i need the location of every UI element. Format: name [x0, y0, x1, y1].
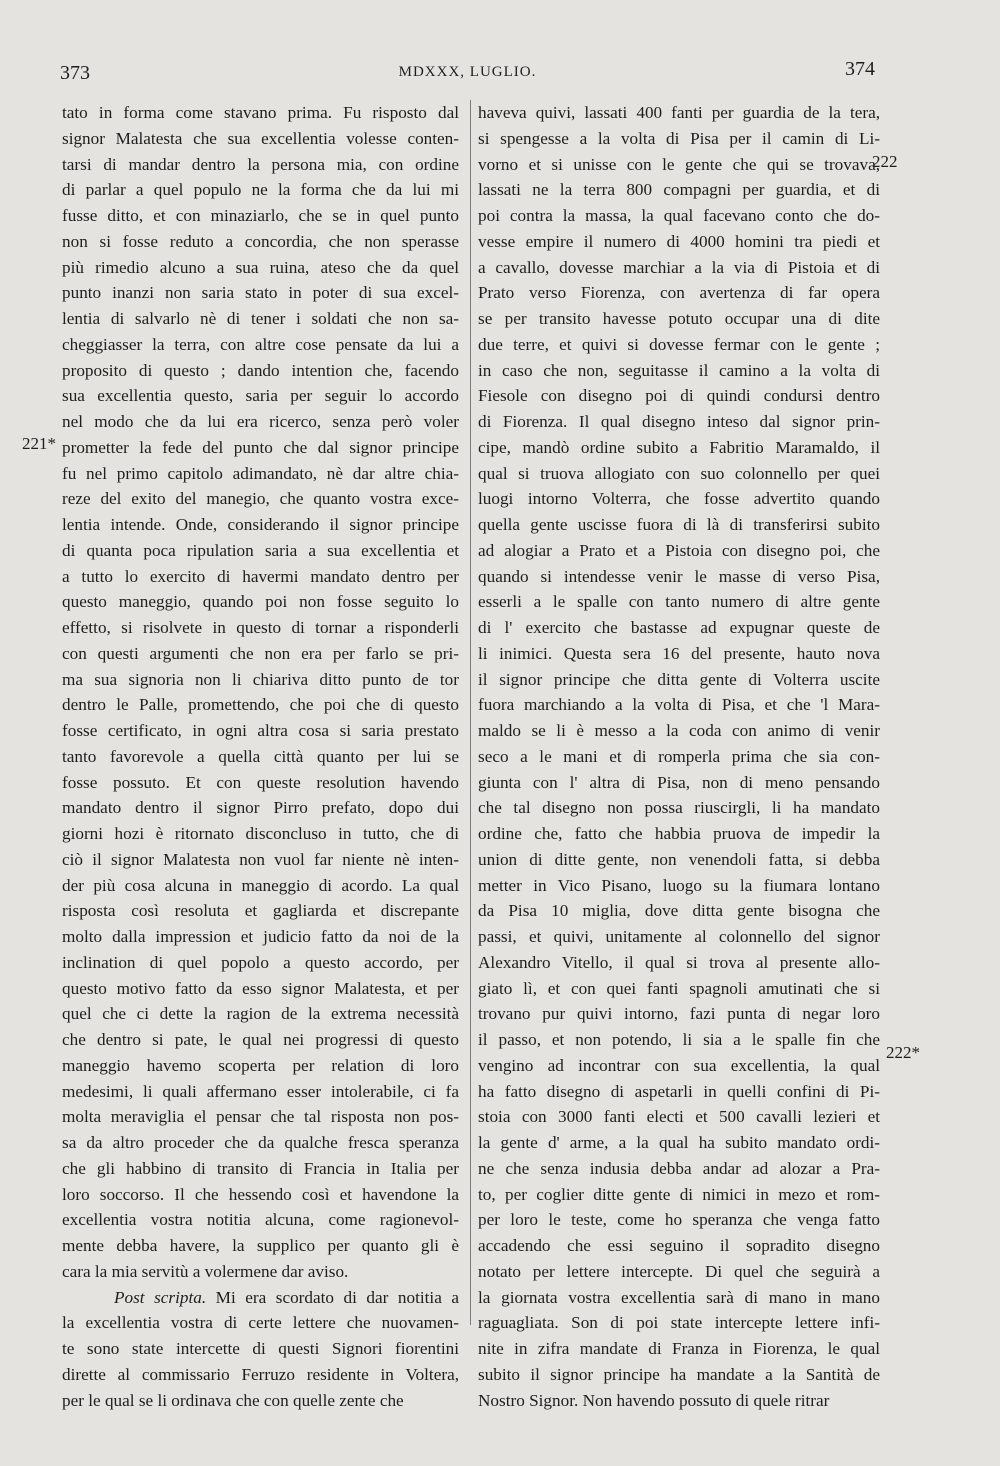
- text-line: reze del exito del manegio, che quanto vostra exce-: [62, 489, 459, 509]
- text-line: che dentro si pate, le qual nei progressi di questo: [62, 1030, 459, 1049]
- text-line: Prato verso Fiorenza, con avertenza di far opera: [478, 283, 880, 303]
- text-line: luogi intorno Volterra, che fosse advertito quando: [478, 489, 880, 509]
- running-title: MDXXX, LUGLIO.: [398, 64, 537, 80]
- text-line: due terre, et quivi si dovesse fermar con le gente ;: [478, 334, 880, 354]
- text-line: da Pisa 10 miglia, dove ditta gente bisogna che: [478, 901, 880, 921]
- text-line: der più cosa alcuna in maneggio di acordo. La qual: [62, 875, 459, 895]
- text-line: medesimi, li quali affermano esser intolerabile, ci fa: [62, 1081, 459, 1101]
- text-line: la gente d' arme, a la qual ha subito mandato ordi-: [478, 1133, 880, 1152]
- text-line: effetto, si risolvete in questo di tornar a risponderli: [62, 618, 459, 637]
- text-line: ordine che, fatto che habbia pruova de impedir la: [478, 824, 880, 843]
- text-line: Fiesole con disegno poi di quindi condursi dentro: [478, 386, 880, 406]
- text-line: proposito di questo ; dando intention che, facendo: [62, 360, 459, 380]
- text-line: giato lì, et con quei fanti spagnoli amutinati che si: [478, 978, 880, 998]
- text-line: che gli habbino di transito di Francia in Italia per: [62, 1158, 459, 1178]
- text-line: tanto favorevole a quella città quanto per lui se: [62, 746, 459, 766]
- text-line: union di ditte gente, non venendoli fatta, si debba: [478, 849, 880, 869]
- margin-note-222: 222: [872, 152, 898, 171]
- text-line: lentia di salvarlo nè di tener i soldati che non sa-: [62, 309, 459, 328]
- text-line: a cavallo, dovesse marchiar a la via di Pistoia et di: [478, 257, 880, 277]
- text-line: accadendo che essi seguino il sopradito disegno: [478, 1236, 880, 1255]
- text-line: metter in Vico Pisano, luogo su la fiumara lontano: [478, 875, 880, 895]
- text-line: Alexandro Vitello, il qual si trova al presente allo-: [478, 952, 880, 972]
- text-line: Nostro Signor. Non havendo possuto di quele ritrar: [478, 1390, 830, 1410]
- text-line: fusse ditto, et con minaziarlo, che se in quel punto: [62, 206, 459, 225]
- text-line: lentia intende. Onde, considerando il signor principe: [62, 515, 459, 534]
- text-line: vesse empire il numero di 4000 homini tra piedi et: [478, 231, 880, 251]
- page-number-right: 374: [845, 58, 875, 80]
- text-line: nite in zifra mandate di Franza in Fiorenza, le qual: [478, 1339, 880, 1358]
- text-line: ha fatto disegno di aspetarli in quelli confini di Pi-: [478, 1081, 880, 1101]
- text-line: punto inanzi non saria stato in poter di sua excel-: [62, 283, 459, 303]
- text-line: li inimici. Questa sera 16 del presente, hauto nova: [478, 643, 880, 663]
- text-line: to, per coglier ditte gente di nimici in mezo et rom-: [478, 1184, 880, 1204]
- text-line: la excellentia vostra di certe lettere che nuovamen-: [62, 1313, 459, 1333]
- text-line: te sono state intercette di questi Signori fiorentini: [62, 1339, 459, 1358]
- text-line: signor Malatesta che sua excellentia volesse conten-: [62, 128, 459, 148]
- text-line: fosse certificato, in ogni altra cosa si saria prestato: [62, 721, 459, 740]
- text-line: esserli a le spalle con tanto numero di altre gente: [478, 592, 880, 612]
- text-line: tato in forma come stavano prima. Fu risposto dal: [62, 103, 459, 122]
- text-line: quella gente uscisse fuora di là di transferirsi subito: [478, 515, 880, 534]
- text-line: giorni hozi è ritornato disconcluso in tutto, che di: [62, 824, 459, 843]
- text-line: ad alogiar a Prato et a Pistoia con disegno poi, che: [478, 540, 880, 560]
- text-line: mandato dentro il signor Pirro prefato, dopo dui: [62, 798, 459, 818]
- text-line: stoia con 3000 fanti electi et 500 cavalli lezieri et: [478, 1107, 880, 1127]
- text-line: maldo se li è messo a la coda con animo di venir: [478, 721, 880, 740]
- text-line: mente debba havere, la supplico per quanto gli è: [62, 1236, 459, 1255]
- text-line: dentro le Palle, promettendo, che poi che di questo: [62, 695, 459, 715]
- text-line: di quanta poca ripulation saria a sua excellentia et: [62, 540, 459, 560]
- text-line: questo motivo fatto da esso signor Malatesta, et per: [62, 978, 459, 998]
- text-line: notato per lettere intercepte. Di quel che seguirà a: [478, 1261, 880, 1281]
- right-column: [478, 100, 880, 1413]
- text-line: con questi argumenti che non era per farlo se pri-: [62, 643, 459, 663]
- text-line: haveva quivi, lassati 400 fanti per guardia de la tera,: [478, 103, 880, 122]
- text-line: quando si intendesse venir le masse di verso Pisa,: [478, 566, 880, 586]
- margin-note-222-star: 222*: [886, 1043, 920, 1062]
- text-line: vorno et si unisse con le gente che qui se trovava,: [478, 154, 880, 174]
- text-line: ciò il signor Malatesta non vuol far niente nè inten-: [62, 849, 459, 869]
- text-line: sua excellentia questo, saria per seguir lo accordo: [62, 386, 459, 406]
- text-line: se per transito havesse potuto occupar una di dite: [478, 309, 880, 328]
- text-line: per loro le teste, come ho speranza che venga fatto: [478, 1210, 880, 1230]
- page-header: [60, 58, 875, 92]
- text-line: molta meraviglia el pensar che tal risposta non pos-: [62, 1107, 459, 1127]
- text-line: la giornata vostra excellentia sarà di mano in mano: [478, 1287, 880, 1307]
- margin-note-221: 221*: [22, 434, 56, 453]
- text-line: passi, et quivi, unitamente al colonnello del signor: [478, 927, 880, 946]
- column-divider: [470, 100, 471, 1325]
- text-line: subito il signor principe ha mandate a la Santità de: [478, 1364, 880, 1384]
- text-line: non si fosse reduto a concordia, che non sperasse: [62, 231, 459, 251]
- text-line: giunta con l' altra di Pisa, non di meno pensando: [478, 772, 880, 792]
- text-line: vengino ad incontrar con sua excellentia, la qual: [478, 1055, 880, 1075]
- text-line: inclination di quel popolo a questo accordo, per: [62, 952, 459, 972]
- text-line: a tutto lo exercito di havermi mandato dentro per: [62, 566, 459, 586]
- text-line: fosse possuto. Et con queste resolution havendo: [62, 772, 459, 792]
- text-line: poi contra la massa, la qual facevano conto che do-: [478, 206, 880, 225]
- text-line: cheggiasser la terra, con altre cose pensate da lui a: [62, 334, 459, 354]
- text-line: prometter la fede del punto che dal signor principe: [62, 437, 459, 457]
- text-line: ma sua signoria non li chiariva ditto punto de tor: [62, 669, 459, 689]
- text-line: excellentia vostra notitia alcuna, come ragionevol-: [62, 1210, 459, 1230]
- text-line: qual si truova allogiato con suo colonnello per quei: [478, 463, 880, 483]
- text-line: lassati ne la terra 800 compagni per guardia, et di: [478, 180, 880, 200]
- text-line: risposta così resoluta et gagliarda et discrepante: [62, 901, 459, 921]
- text-line: di Fiorenza. Il qual disegno inteso dal signor prin-: [478, 412, 880, 431]
- text-line: cara la mia servitù a volermene dar aviso.: [62, 1261, 349, 1281]
- text-line: che tal disegno non possa riuscirgli, li ha mandato: [478, 798, 880, 818]
- text-line: fuora marchiando a la volta di Pisa, et che 'l Mara-: [478, 695, 880, 715]
- text-line: tarsi di mandar dentro la persona mia, con ordine: [62, 154, 459, 174]
- text-line: seco a le mani et di romperla prima che sia con-: [478, 746, 880, 766]
- text-line: sa da altro proceder che da qualche fresca speranza: [62, 1133, 459, 1152]
- page-number-left: 373: [60, 62, 90, 84]
- left-column: [62, 100, 459, 1413]
- text-line: cipe, mandò ordine subito a Fabritio Maramaldo, il: [478, 437, 880, 457]
- text-line: raguagliata. Son di poi state intercepte lettere infi-: [478, 1313, 880, 1333]
- text-line: il signor principe che ditta gente di Volterra uscite: [478, 669, 880, 689]
- text-line: di parlar a quel populo ne la forma che da lui mi: [62, 180, 459, 200]
- text-line: questo maneggio, quando poi non fosse seguito lo: [62, 592, 459, 612]
- text-line: molto dalla impression et judicio fatto da noi de la: [62, 927, 459, 946]
- text-line: Post scripta. Mi era scordato di dar notitia a: [114, 1287, 459, 1307]
- text-line: per le qual se li ordinava che con quelle zente che: [62, 1390, 404, 1410]
- text-line: nel modo che da lui era ricerco, senza però voler: [62, 412, 459, 431]
- text-line: loro soccorso. Il che hessendo così et havendone la: [62, 1184, 459, 1204]
- post-scripta-label: Post scripta.: [114, 1287, 207, 1307]
- text-line: di l' exercito che bastasse ad expugnar queste de: [478, 618, 880, 637]
- text-line: si spengesse a la volta di Pisa per il camin di Li-: [478, 128, 880, 148]
- text-line: quel che ci dette la ragion de la extrema necessità: [62, 1004, 459, 1024]
- text-line: il passo, et non potendo, li sia a le spalle fin che: [478, 1030, 880, 1049]
- text-line: più rimedio alcuno a sua ruina, ateso che da quel: [62, 257, 459, 277]
- text-line: dirette al commissario Ferruzo residente in Voltera,: [62, 1364, 459, 1384]
- text-line: ne che senza indusia debba andar ad alozar a Pra-: [478, 1158, 880, 1178]
- text-line: fu nel primo capitolo adimandato, nè dar altre chia-: [62, 463, 459, 483]
- text-line: trovano pur quivi intorno, fazi punta di negar loro: [478, 1004, 880, 1024]
- text-line: in caso che non, seguitasse il camino a la volta di: [478, 360, 880, 380]
- text-line: maneggio havemo scoperta per relation di loro: [62, 1055, 459, 1075]
